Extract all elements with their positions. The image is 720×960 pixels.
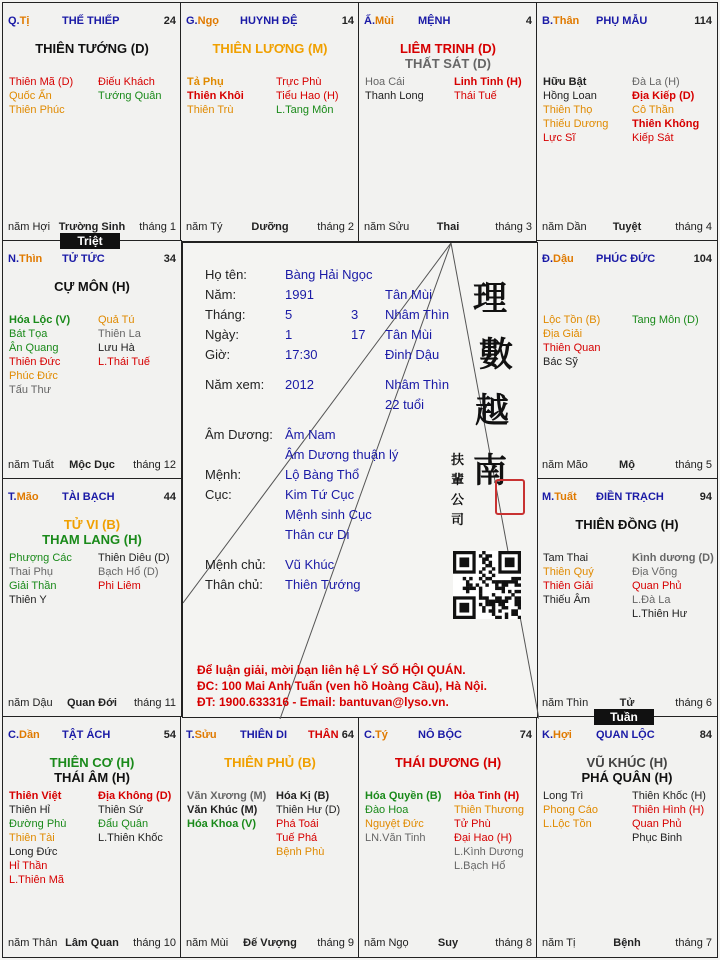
palace-name: TỬ TỨC bbox=[62, 253, 105, 265]
heavenly-stem: Đ. bbox=[542, 253, 553, 265]
calligraphy-char-2: 數 bbox=[479, 335, 513, 375]
palace-header bbox=[8, 253, 176, 267]
minor-star: Văn Khúc (M) bbox=[187, 804, 258, 816]
minor-star: Thiên Mã (D) bbox=[9, 76, 74, 88]
minor-star: Thiên Hình (H) bbox=[632, 804, 705, 816]
palace-dau bbox=[536, 240, 718, 480]
minor-star: Thiên Diêu (D) bbox=[98, 552, 170, 564]
small-char-3: 公 bbox=[451, 493, 465, 508]
minor-star: Thiên Đức bbox=[9, 356, 61, 368]
palace-hoi bbox=[536, 716, 718, 958]
palace-number: 44 bbox=[163, 491, 176, 503]
main-star: THẤT SÁT (D) bbox=[405, 56, 491, 71]
life-stage: Lâm Quan bbox=[65, 937, 119, 949]
footer-year: năm Mão bbox=[542, 459, 588, 471]
palace-thin bbox=[2, 240, 182, 480]
minor-star: Phúc Đức bbox=[9, 370, 58, 382]
palace-ti bbox=[358, 716, 538, 958]
palace-number: 114 bbox=[694, 15, 712, 27]
star-column-right bbox=[276, 789, 360, 859]
minor-star: L.Thiên Hư bbox=[632, 608, 688, 620]
life-stage: Trường Sinh bbox=[58, 221, 126, 233]
palace-header bbox=[364, 729, 532, 743]
footer-year: năm Hợi bbox=[8, 221, 51, 233]
minor-star: Bát Tọa bbox=[9, 328, 48, 340]
heavenly-stem: K. bbox=[542, 729, 553, 741]
minor-star: Thiên Tài bbox=[9, 832, 55, 844]
minor-star: Thái Tuế bbox=[454, 90, 497, 102]
footer-month: tháng 2 bbox=[317, 221, 354, 233]
star-column-right bbox=[454, 75, 538, 103]
palace-name: THIÊN DI bbox=[240, 729, 288, 741]
heavenly-stem: Q. bbox=[8, 15, 20, 27]
footer-year: năm Dậu bbox=[8, 697, 53, 709]
palace-number: 94 bbox=[699, 491, 712, 503]
minor-star: L.Thái Tuế bbox=[98, 356, 150, 368]
footer-year: năm Mùi bbox=[186, 937, 229, 949]
main-star: VŨ KHÚC (H) bbox=[586, 755, 668, 770]
life-stage: Thai bbox=[436, 221, 460, 233]
minor-star: Long Đức bbox=[9, 846, 58, 858]
heavenly-stem: B. bbox=[542, 15, 553, 27]
palace-header bbox=[186, 15, 354, 29]
star-column-right bbox=[98, 789, 182, 845]
footer-year: năm Tị bbox=[542, 937, 576, 949]
footer-year: năm Thìn bbox=[542, 697, 589, 709]
palace-header bbox=[542, 729, 712, 743]
minor-star: Quan Phủ bbox=[632, 818, 682, 830]
palace-number: 64 bbox=[341, 729, 354, 741]
palace-number: 14 bbox=[341, 15, 354, 27]
palace-suu bbox=[180, 716, 360, 958]
star-column-right bbox=[632, 789, 718, 845]
minor-star: Cô Thần bbox=[632, 104, 674, 116]
minor-star: Long Trì bbox=[543, 790, 584, 802]
main-star: CỰ MÔN (H) bbox=[54, 279, 130, 294]
minor-star: Tấu Thư bbox=[9, 384, 52, 396]
palace-number: 4 bbox=[525, 15, 532, 27]
minor-star: Hóa Khoa (V) bbox=[187, 818, 257, 830]
day-lunar: 17 bbox=[351, 327, 366, 342]
earthly-branch: Tị bbox=[19, 15, 30, 27]
minor-star: Kình dương (D) bbox=[632, 552, 714, 564]
footer-month: tháng 7 bbox=[675, 937, 712, 949]
minor-star: Hóa Kị (B) bbox=[276, 790, 330, 802]
minor-star: Bệnh Phù bbox=[276, 846, 325, 858]
star-column-left bbox=[9, 313, 99, 397]
palace-tuat bbox=[536, 478, 718, 718]
palace-header bbox=[542, 15, 712, 29]
minor-star: L.Tang Môn bbox=[276, 104, 334, 116]
palace-footer bbox=[8, 937, 176, 951]
palace-number: 74 bbox=[519, 729, 532, 741]
minor-star: Thiên Sứ bbox=[98, 804, 144, 816]
main-star: THIÊN ĐỒNG (H) bbox=[575, 517, 679, 532]
day-value: 1 bbox=[285, 327, 293, 342]
cuc-note: Mệnh sinh Cục bbox=[285, 507, 372, 522]
minor-star: Phục Binh bbox=[632, 832, 683, 844]
view-year-canchi: Nhâm Thìn bbox=[385, 377, 450, 392]
menh-chu-label: Mệnh chủ: bbox=[205, 557, 266, 572]
minor-star: LN.Văn Tinh bbox=[365, 832, 426, 844]
day-canchi: Tân Mùi bbox=[385, 327, 432, 342]
palace-name: TÀI BẠCH bbox=[62, 491, 115, 503]
life-stage: Đế Vượng bbox=[243, 937, 297, 949]
palace-name: PHÚC ĐỨC bbox=[596, 253, 656, 265]
palace-footer bbox=[542, 221, 712, 235]
star-column-right bbox=[632, 313, 718, 327]
palace-header bbox=[8, 491, 176, 505]
heavenly-stem: C. bbox=[8, 729, 19, 741]
palace-number: 24 bbox=[163, 15, 176, 27]
main-star: THÁI ÂM (H) bbox=[54, 770, 130, 785]
main-star: THIÊN LƯƠNG (M) bbox=[212, 41, 328, 56]
than-marker: THÂN bbox=[308, 729, 339, 741]
minor-star: Thiên Khốc (H) bbox=[632, 790, 706, 802]
minor-star: Hoa Cái bbox=[365, 76, 405, 88]
palace-footer bbox=[364, 937, 532, 951]
footer-year: năm Tuất bbox=[8, 459, 54, 471]
small-char-1: 扶 bbox=[451, 453, 465, 468]
palace-header bbox=[364, 15, 532, 29]
palace-header bbox=[8, 15, 176, 29]
calligraphy-char-3: 越 bbox=[475, 391, 509, 431]
cuc-label: Cục: bbox=[205, 487, 232, 502]
minor-star: Địa Võng bbox=[632, 566, 678, 578]
minor-star: Lưu Hà bbox=[98, 342, 135, 354]
star-column-right bbox=[454, 789, 538, 873]
palace-name: HUYNH ĐỆ bbox=[240, 15, 298, 27]
qr-code[interactable] bbox=[453, 551, 521, 619]
palace-name: NÔ BỘC bbox=[418, 729, 462, 741]
minor-star: Đào Hoa bbox=[365, 804, 409, 816]
minor-star: Thiên Hư (D) bbox=[276, 804, 341, 816]
life-stage: Mộ bbox=[619, 459, 635, 471]
minor-star: L.Lộc Tồn bbox=[543, 818, 592, 830]
palace-mui bbox=[358, 2, 538, 242]
heavenly-stem: M. bbox=[542, 491, 555, 503]
star-column-right bbox=[98, 551, 182, 593]
hour-label: Giờ: bbox=[205, 347, 231, 362]
minor-star: Thiên Phúc bbox=[9, 104, 65, 116]
palace-number: 34 bbox=[163, 253, 176, 265]
contact-line-1: Để luận giải, mời bạn liên hệ LÝ SỐ HỘI QUÁN. bbox=[197, 663, 466, 677]
minor-star: Bạch Hổ (D) bbox=[98, 566, 159, 578]
year-canchi: Tân Mùi bbox=[385, 287, 432, 302]
month-canchi: Nhâm Thìn bbox=[385, 307, 450, 322]
minor-star: Tuế Phá bbox=[276, 832, 318, 844]
minor-star: Tiểu Hao (H) bbox=[276, 90, 339, 102]
minor-star: Thiên Quý bbox=[543, 566, 594, 578]
star-column-left bbox=[9, 75, 99, 117]
footer-month: tháng 6 bbox=[675, 697, 712, 709]
footer-month: tháng 1 bbox=[139, 221, 176, 233]
minor-star: Ân Quang bbox=[9, 342, 59, 354]
footer-year: năm Thân bbox=[8, 937, 58, 949]
than-chu-label: Thân chủ: bbox=[205, 577, 263, 592]
hour-value: 17:30 bbox=[285, 347, 318, 362]
palace-number: 54 bbox=[163, 729, 176, 741]
minor-star: Phượng Các bbox=[9, 552, 72, 564]
calligraphy-char-1: 理 bbox=[473, 279, 507, 319]
minor-star: Thiên Quan bbox=[543, 342, 601, 354]
minor-star: Địa Kiếp (D) bbox=[632, 90, 695, 102]
minor-star: L.Thiên Mã bbox=[9, 874, 65, 886]
earthly-branch: Hợi bbox=[553, 729, 572, 741]
palace-name: THẾ THIẾP bbox=[62, 15, 120, 27]
minor-star: Hữu Bật bbox=[543, 76, 587, 88]
star-column-left bbox=[543, 75, 633, 145]
palace-name: QUAN LỘC bbox=[596, 729, 655, 741]
heavenly-stem: T. bbox=[8, 491, 17, 503]
menh-chu-value: Vũ Khúc bbox=[285, 557, 335, 572]
palace-header bbox=[8, 729, 176, 743]
minor-star: Đại Hao (H) bbox=[454, 832, 513, 844]
minor-star: Quốc Ấn bbox=[9, 90, 52, 102]
minor-star: Thiếu Dương bbox=[543, 118, 609, 130]
cuc-value: Kim Tứ Cục bbox=[285, 487, 355, 502]
main-star: LIÊM TRINH (D) bbox=[399, 41, 497, 56]
minor-star: Hồng Loan bbox=[543, 90, 597, 102]
minor-star: Tang Môn (D) bbox=[632, 314, 699, 326]
minor-star: Thiên Khôi bbox=[187, 90, 244, 102]
minor-star: Lộc Tồn (B) bbox=[543, 314, 601, 326]
minor-star: Thanh Long bbox=[365, 90, 424, 102]
main-star: THÁI DƯƠNG (H) bbox=[394, 755, 502, 770]
minor-star: Địa Giải bbox=[543, 328, 583, 340]
palace-dan bbox=[2, 716, 182, 958]
palace-than bbox=[536, 2, 718, 242]
name-value: Bàng Hải Ngọc bbox=[285, 267, 373, 282]
minor-star: Quan Phủ bbox=[632, 580, 682, 592]
minor-star: Thiên Giải bbox=[543, 580, 594, 592]
minor-star: Phong Cáo bbox=[543, 804, 599, 816]
palace-name: TẬT ÁCH bbox=[62, 729, 111, 741]
life-stage: Mộc Dục bbox=[69, 459, 115, 471]
palace-header bbox=[542, 253, 712, 267]
contact-line-3: ĐT: 1900.633316 - Email: bantuvan@lyso.vn. bbox=[197, 695, 449, 709]
amduong-label: Âm Dương: bbox=[205, 427, 273, 442]
minor-star: Thai Phụ bbox=[9, 566, 54, 578]
minor-star: Đà La (H) bbox=[632, 76, 680, 88]
minor-star: Đường Phù bbox=[9, 818, 67, 830]
star-column-right bbox=[98, 75, 182, 103]
hour-canchi: Đinh Dậu bbox=[385, 347, 440, 362]
minor-star: Thiên Không bbox=[632, 118, 700, 130]
minor-star: Hóa Lộc (V) bbox=[9, 314, 71, 326]
heavenly-stem: N. bbox=[8, 253, 19, 265]
footer-year: năm Sửu bbox=[364, 221, 410, 233]
palace-number: 84 bbox=[699, 729, 712, 741]
minor-star: Tử Phù bbox=[454, 818, 491, 830]
main-star: THIÊN TƯỚNG (D) bbox=[35, 41, 149, 56]
life-stage: Dưỡng bbox=[251, 221, 289, 233]
palace-mao bbox=[2, 478, 182, 718]
minor-star: Đẩu Quân bbox=[98, 818, 149, 830]
main-star: THAM LANG (H) bbox=[42, 532, 142, 547]
cuc-note-2: Thân cư Di bbox=[285, 527, 350, 542]
palace-number: 104 bbox=[693, 253, 712, 265]
heavenly-stem: G. bbox=[186, 15, 198, 27]
footer-month: tháng 9 bbox=[317, 937, 354, 949]
view-year-value: 2012 bbox=[285, 377, 314, 392]
minor-star: Kiếp Sát bbox=[632, 132, 674, 144]
age-value: 22 tuổi bbox=[385, 397, 425, 412]
minor-star: L.Đà La bbox=[632, 594, 671, 606]
footer-year: năm Tý bbox=[186, 221, 223, 233]
star-column-left bbox=[543, 313, 633, 369]
footer-year: năm Ngọ bbox=[364, 937, 409, 949]
calligraphy-char-4: 南 bbox=[473, 451, 507, 491]
month-value: 5 bbox=[285, 307, 293, 322]
earthly-branch: Sửu bbox=[194, 729, 217, 741]
footer-month: tháng 10 bbox=[133, 937, 176, 949]
palace-ngo bbox=[180, 2, 360, 242]
minor-star: L.Thiên Khốc bbox=[98, 832, 163, 844]
minor-star: Linh Tinh (H) bbox=[454, 76, 522, 88]
year-value: 1991 bbox=[285, 287, 314, 302]
heavenly-stem: C. bbox=[364, 729, 375, 741]
minor-star: Hỉ Thần bbox=[9, 860, 48, 872]
earthly-branch: Ngọ bbox=[197, 15, 220, 27]
star-column-left bbox=[543, 551, 633, 607]
horoscope-chart bbox=[2, 2, 718, 958]
heavenly-stem: T. bbox=[186, 729, 195, 741]
minor-star: Tả Phụ bbox=[187, 76, 224, 88]
star-column-left bbox=[187, 789, 277, 831]
life-stage: Bệnh bbox=[613, 937, 641, 949]
footer-month: tháng 11 bbox=[133, 697, 176, 709]
year-label: Năm: bbox=[205, 287, 237, 302]
palace-name: ĐIỀN TRẠCH bbox=[596, 491, 664, 503]
minor-star: Hỏa Tinh (H) bbox=[454, 790, 520, 802]
minor-star: Điếu Khách bbox=[98, 76, 155, 88]
minor-star: Thiên Việt bbox=[9, 790, 62, 802]
minor-star: Địa Không (D) bbox=[98, 790, 172, 802]
minor-star: Hóa Quyền (B) bbox=[365, 790, 442, 802]
day-label: Ngày: bbox=[205, 327, 239, 342]
footer-month: tháng 12 bbox=[133, 459, 176, 471]
palace-name: PHỤ MẪU bbox=[596, 15, 648, 27]
star-column-left bbox=[9, 551, 99, 607]
footer-month: tháng 3 bbox=[495, 221, 532, 233]
earthly-branch: Thân bbox=[553, 15, 580, 27]
minor-star: Tướng Quân bbox=[98, 90, 162, 102]
star-column-left bbox=[543, 789, 633, 831]
minor-star: L.Kình Dương bbox=[454, 846, 524, 858]
life-stage: Quan Đới bbox=[67, 697, 117, 709]
footer-year: năm Dần bbox=[542, 221, 587, 233]
star-column-right bbox=[276, 75, 360, 117]
main-star: THIÊN PHỦ (B) bbox=[224, 755, 316, 770]
minor-star: Giải Thần bbox=[9, 580, 57, 592]
minor-star: Thiên Y bbox=[9, 594, 47, 606]
palace-ty bbox=[2, 2, 182, 242]
palace-footer bbox=[542, 459, 712, 473]
minor-star: Bác Sỹ bbox=[543, 356, 578, 368]
name-label: Họ tên: bbox=[205, 267, 247, 282]
life-stage: Suy bbox=[437, 937, 459, 949]
minor-star: Trực Phù bbox=[276, 76, 322, 88]
view-year-label: Năm xem: bbox=[205, 377, 265, 392]
palace-footer bbox=[186, 937, 354, 951]
minor-star: Phi Liêm bbox=[98, 580, 141, 592]
life-stage: Tuyệt bbox=[612, 221, 642, 233]
earthly-branch: Dần bbox=[19, 729, 40, 741]
palace-footer bbox=[542, 937, 712, 951]
star-column-right bbox=[632, 551, 718, 621]
palace-footer bbox=[8, 697, 176, 711]
star-column-left bbox=[365, 75, 455, 103]
main-star: THIÊN CƠ (H) bbox=[49, 755, 135, 770]
center-info-panel bbox=[182, 242, 538, 718]
minor-star: Thiếu Âm bbox=[543, 594, 591, 606]
main-star: PHÁ QUÂN (H) bbox=[581, 770, 673, 785]
earthly-branch: Tuất bbox=[554, 491, 577, 503]
star-column-right bbox=[632, 75, 718, 145]
menh-label: Mệnh: bbox=[205, 467, 242, 482]
minor-star: Thiên Hỉ bbox=[9, 804, 50, 816]
life-stage: Tử bbox=[619, 697, 635, 709]
palace-name: MỆNH bbox=[418, 15, 451, 27]
earthly-branch: Mùi bbox=[375, 15, 394, 27]
contact-line-2: ĐC: 100 Mai Anh Tuấn (ven hồ Hoàng Cầu), Hà Nội. bbox=[197, 679, 488, 693]
earthly-branch: Dậu bbox=[553, 253, 574, 265]
small-char-4: 司 bbox=[451, 513, 465, 528]
amduong-value: Âm Nam bbox=[285, 427, 336, 442]
footer-month: tháng 4 bbox=[675, 221, 712, 233]
minor-star: Thiên Thương bbox=[454, 804, 525, 816]
palace-footer bbox=[364, 221, 532, 235]
heavenly-stem: Ấ. bbox=[364, 15, 375, 27]
seal-stamp bbox=[495, 479, 525, 515]
earthly-branch: Thìn bbox=[19, 253, 43, 265]
star-column-left bbox=[365, 789, 455, 845]
minor-star: Thiên Thọ bbox=[543, 104, 593, 116]
triet-badge: Triệt bbox=[60, 233, 120, 249]
minor-star: Tam Thai bbox=[543, 552, 589, 564]
earthly-branch: Mão bbox=[16, 491, 39, 503]
minor-star: Thiên La bbox=[98, 328, 141, 340]
minor-star: Quả Tú bbox=[98, 314, 135, 326]
main-star: TỬ VI (B) bbox=[63, 517, 121, 532]
footer-month: tháng 8 bbox=[495, 937, 532, 949]
amduong-note: Âm Dương thuận lý bbox=[285, 447, 399, 462]
minor-star: L.Bạch Hổ bbox=[454, 860, 506, 872]
minor-star: Nguyệt Đức bbox=[365, 818, 424, 830]
month-label: Tháng: bbox=[205, 307, 246, 322]
star-column-left bbox=[9, 789, 99, 887]
small-char-2: 輩 bbox=[451, 473, 465, 488]
minor-star: Lực Sĩ bbox=[543, 132, 576, 144]
than-chu-value: Thiên Tướng bbox=[285, 577, 361, 592]
star-column-left bbox=[187, 75, 277, 117]
palace-footer bbox=[8, 459, 176, 473]
palace-header bbox=[542, 491, 712, 505]
earthly-branch: Tý bbox=[375, 729, 388, 741]
palace-footer bbox=[186, 221, 354, 235]
month-lunar: 3 bbox=[351, 307, 359, 322]
tuan-badge: Tuần bbox=[594, 709, 654, 725]
star-column-right bbox=[98, 313, 182, 369]
menh-value: Lộ Bàng Thổ bbox=[285, 467, 360, 482]
minor-star: Thiên Trù bbox=[187, 104, 234, 116]
minor-star: Văn Xương (M) bbox=[187, 790, 267, 802]
footer-month: tháng 5 bbox=[675, 459, 712, 471]
minor-star: Phá Toái bbox=[276, 818, 319, 830]
